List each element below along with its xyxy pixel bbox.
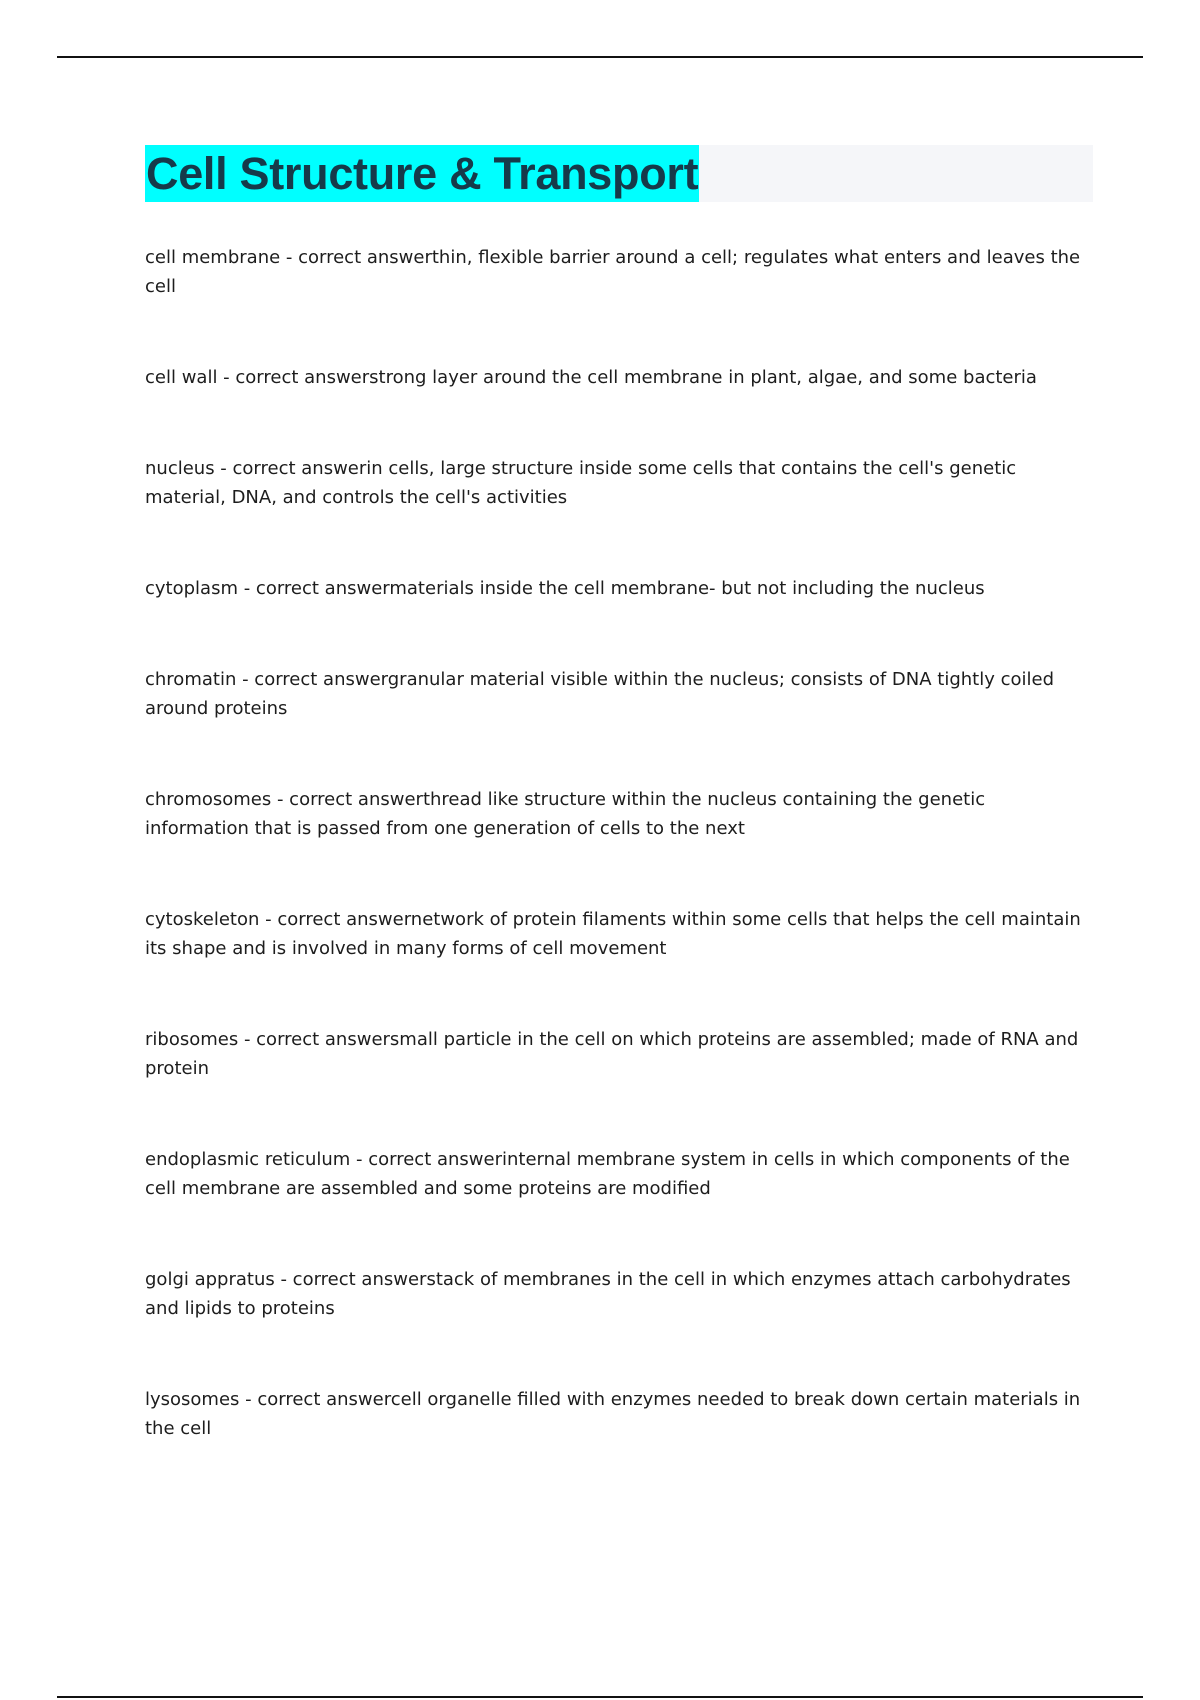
term-ribosomes: ribosomes - correct answersmall particle in the cell on which proteins are assembled; made of RNA and protein bbox=[145, 1029, 1079, 1079]
term-list bbox=[145, 243, 1093, 1443]
term-lysosomes: lysosomes - correct answercell organelle filled with enzymes needed to break down certain materials in the cell bbox=[145, 1389, 1081, 1439]
page-title: Cell Structure & Transport bbox=[145, 145, 699, 202]
term-nucleus: nucleus - correct answerin cells, large structure inside some cells that contains the cell's genetic material, DNA, and controls the cell's activities bbox=[145, 458, 1017, 508]
term-chromatin: chromatin - correct answergranular material visible within the nucleus; consists of DNA tightly coiled around proteins bbox=[145, 669, 1055, 719]
term-chromosomes: chromosomes - correct answerthread like structure within the nucleus containing the genetic information that is passed from one generation of cells to the next bbox=[145, 789, 986, 839]
term-cell-membrane: cell membrane - correct answerthin, flexible barrier around a cell; regulates what enters and leaves the cell bbox=[145, 247, 1081, 297]
term-golgi-apparatus: golgi appratus - correct answerstack of membranes in the cell in which enzymes attach carbohydrates and lipids to proteins bbox=[145, 1269, 1071, 1319]
term-cell-wall: cell wall - correct answerstrong layer around the cell membrane in plant, algae, and some bacteria bbox=[145, 367, 1037, 388]
title-band bbox=[145, 145, 1093, 202]
document-content bbox=[145, 145, 1093, 1443]
bottom-rule bbox=[57, 1696, 1143, 1698]
term-endoplasmic-reticulum: endoplasmic reticulum - correct answerinternal membrane system in cells in which components of the cell membrane are assembled and some proteins are modified bbox=[145, 1149, 1070, 1199]
term-cytoskeleton: cytoskeleton - correct answernetwork of protein filaments within some cells that helps the cell maintain its shape and is involved in many forms of cell movement bbox=[145, 909, 1081, 959]
top-rule bbox=[57, 56, 1143, 58]
term-cytoplasm: cytoplasm - correct answermaterials inside the cell membrane- but not including the nucleus bbox=[145, 578, 985, 599]
